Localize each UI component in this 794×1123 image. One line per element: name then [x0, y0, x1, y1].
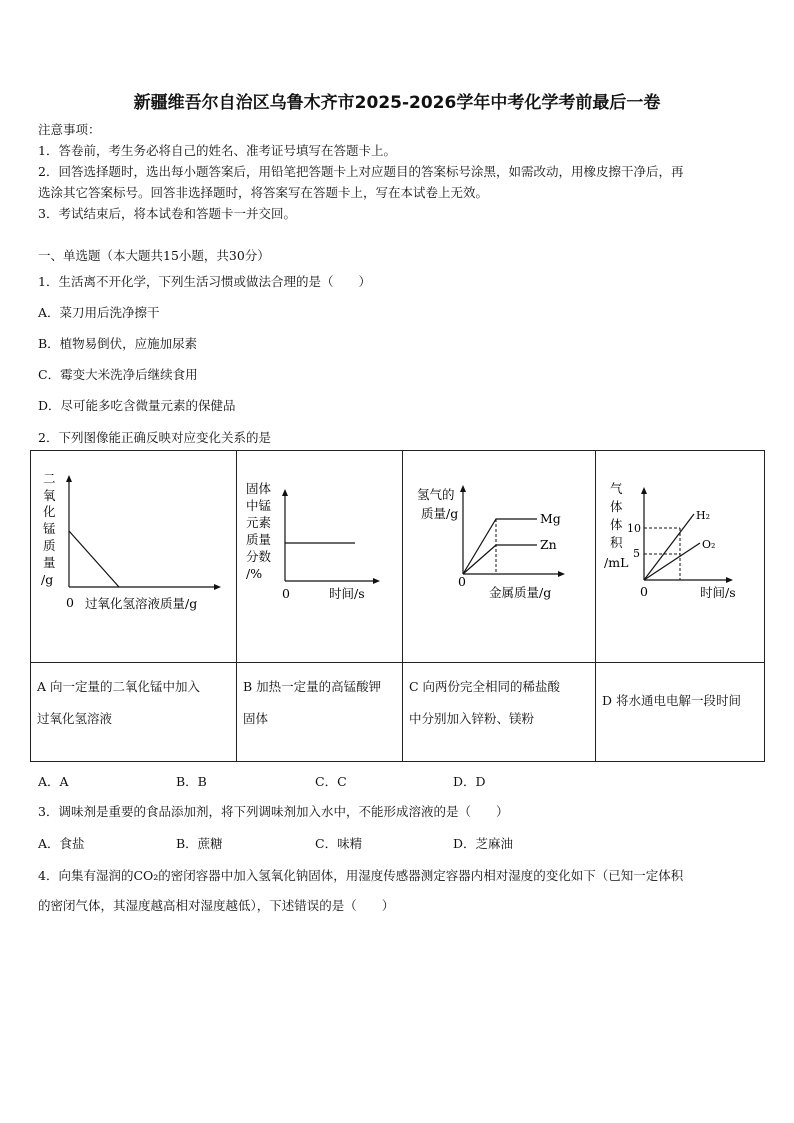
graph-d-ylabel: /mL [604, 555, 629, 570]
graph-c-xlabel: 金属质量/g [489, 585, 552, 600]
graph-d-x-arrow [726, 577, 733, 583]
graph-d-cell [596, 451, 765, 663]
question-4-stem-cont: 的密闭气体，其湿度越高相对湿度越低），下述错误的是（ ） [38, 898, 395, 913]
caption-d-line: D 将水通电电解一段时间 [602, 693, 741, 708]
graph-d-ylabel: 体 [610, 517, 623, 532]
graph-c [403, 451, 596, 658]
q2-option-d: D．D [453, 774, 486, 789]
caption-c-line: 中分别加入锌粉、镁粉 [409, 711, 535, 726]
graph-d-series-o2: O₂ [702, 538, 716, 551]
graph-b-ylabel: 分数 [246, 549, 272, 564]
q2-option-c: C．C [315, 774, 347, 789]
graph-b [237, 451, 403, 658]
q3-option-c: C．味精 [315, 836, 363, 851]
caption-b [237, 663, 403, 762]
graph-a-ylabel: 氧 [43, 488, 56, 503]
graph-d-y-arrow [641, 487, 647, 494]
graph-d-ylabel: 气 [610, 481, 623, 496]
notice-heading: 注意事项： [38, 122, 101, 137]
graph-b-ylabel: 中锰 [246, 498, 272, 513]
graph-d-tick-10: 10 [627, 522, 641, 535]
graph-a-ylabel: 二 [43, 471, 56, 486]
notice-item: 选涂其它答案标号。回答非选择题时，将答案写在答题卡上，写在本试卷上无效。 [38, 185, 489, 200]
graph-d-ylabel: 体 [610, 499, 623, 514]
graph-c-series-zn: Zn [540, 537, 557, 552]
caption-a-line: 过氧化氢溶液 [37, 711, 113, 726]
graph-b-ylabel: 固体 [246, 481, 272, 496]
graph-d-xlabel: 时间/s [700, 585, 736, 600]
graph-b-ylabel: 元素 [246, 515, 272, 530]
caption-d [596, 663, 765, 762]
graph-a-ylabel: 锰 [43, 521, 56, 536]
graph-a-origin: 0 [66, 595, 74, 610]
graph-a-ylabel: 质 [43, 538, 56, 553]
graph-d-origin: 0 [640, 584, 648, 599]
graph-b-x-arrow [373, 578, 380, 584]
question-4-stem: 4．向集有湿润的CO₂的密闭容器中加入氢氧化钠固体，用湿度传感器测定容器内相对湿度的变化如下（已知一定体积 [38, 868, 684, 883]
graph-c-curve-mg [463, 519, 537, 574]
caption-a-line: A 向一定量的二氧化锰中加入 [37, 679, 201, 694]
q2-graph-table [30, 450, 765, 762]
notice-item: 1．答卷前，考生务必将自己的姓名、准考证号填写在答题卡上。 [38, 143, 396, 158]
q1-option-a: A．菜刀用后洗净擦干 [38, 305, 160, 320]
graph-a [31, 451, 237, 658]
graph-b-origin: 0 [282, 586, 290, 601]
graph-a-ylabel: 量 [43, 555, 56, 570]
graph-d-series-h2: H₂ [696, 509, 711, 522]
graph-d-ylabel: 积 [610, 535, 623, 550]
graph-b-y-arrow [282, 489, 288, 496]
caption-b-line: 固体 [243, 711, 269, 726]
q2-option-a: A．A [38, 774, 69, 789]
graph-a-x-arrow [214, 584, 221, 590]
notice-item: 2．回答选择题时，选出每小题答案后，用铅笔把答题卡上对应题目的答案标号涂黑，如需改动，用橡皮擦干净后，再 [38, 164, 684, 179]
graph-d [596, 451, 765, 658]
question-1-stem: 1．生活离不开化学，下列生活习惯或做法合理的是（ ） [38, 274, 371, 289]
caption-c-line: C 向两份完全相同的稀盐酸 [409, 679, 561, 694]
graph-a-xlabel: 过氧化氢溶液质量/g [85, 596, 198, 611]
graph-d-curve-o2 [644, 543, 700, 580]
q3-option-d: D．芝麻油 [453, 836, 514, 851]
graph-a-cell [31, 451, 237, 663]
section-heading: 一、单选题（本大题共15小题，共30分） [38, 248, 270, 263]
graph-c-curve-zn [463, 545, 537, 574]
graph-a-ylabel: 化 [43, 504, 56, 519]
caption-c [403, 663, 596, 762]
graph-a-y-arrow [66, 475, 72, 482]
caption-b-line: B 加热一定量的高锰酸钾 [243, 679, 382, 694]
graph-c-x-arrow [558, 571, 565, 577]
graph-b-ylabel: /% [246, 566, 263, 581]
graph-a-curve [69, 531, 119, 587]
q1-option-d: D．尽可能多吃含微量元素的保健品 [38, 398, 236, 413]
q1-option-c: C．霉变大米洗净后继续食用 [38, 367, 198, 382]
graph-b-cell [237, 451, 403, 663]
q3-option-b: B．蔗糖 [176, 836, 223, 851]
graph-d-tick-5: 5 [633, 547, 640, 560]
graph-c-ylabel: 氢气的 [417, 487, 455, 502]
graph-d-curve-h2 [644, 514, 694, 580]
graph-b-xlabel: 时间/s [329, 586, 365, 601]
page-title: 新疆维吾尔自治区乌鲁木齐市2025-2026学年中考化学考前最后一卷 [133, 93, 661, 113]
q3-option-a: A．食盐 [38, 836, 85, 851]
graph-c-series-mg: Mg [540, 511, 561, 526]
graph-b-ylabel: 质量 [246, 532, 272, 547]
graph-c-y-arrow [460, 485, 466, 492]
notice-item: 3．考试结束后，将本试卷和答题卡一并交回。 [38, 206, 296, 221]
q1-option-b: B．植物易倒伏，应施加尿素 [38, 336, 198, 351]
question-2-stem: 2．下列图像能正确反映对应变化关系的是 [38, 430, 271, 445]
graph-c-ylabel: 质量/g [421, 506, 459, 521]
graph-c-origin: 0 [458, 574, 466, 589]
q2-option-b: B．B [176, 774, 207, 789]
graph-a-ylabel: /g [41, 572, 54, 587]
caption-a [31, 663, 237, 762]
question-3-stem: 3．调味剂是重要的食品添加剂，将下列调味剂加入水中，不能形成溶液的是（ ） [38, 804, 509, 819]
graph-c-cell [403, 451, 596, 663]
